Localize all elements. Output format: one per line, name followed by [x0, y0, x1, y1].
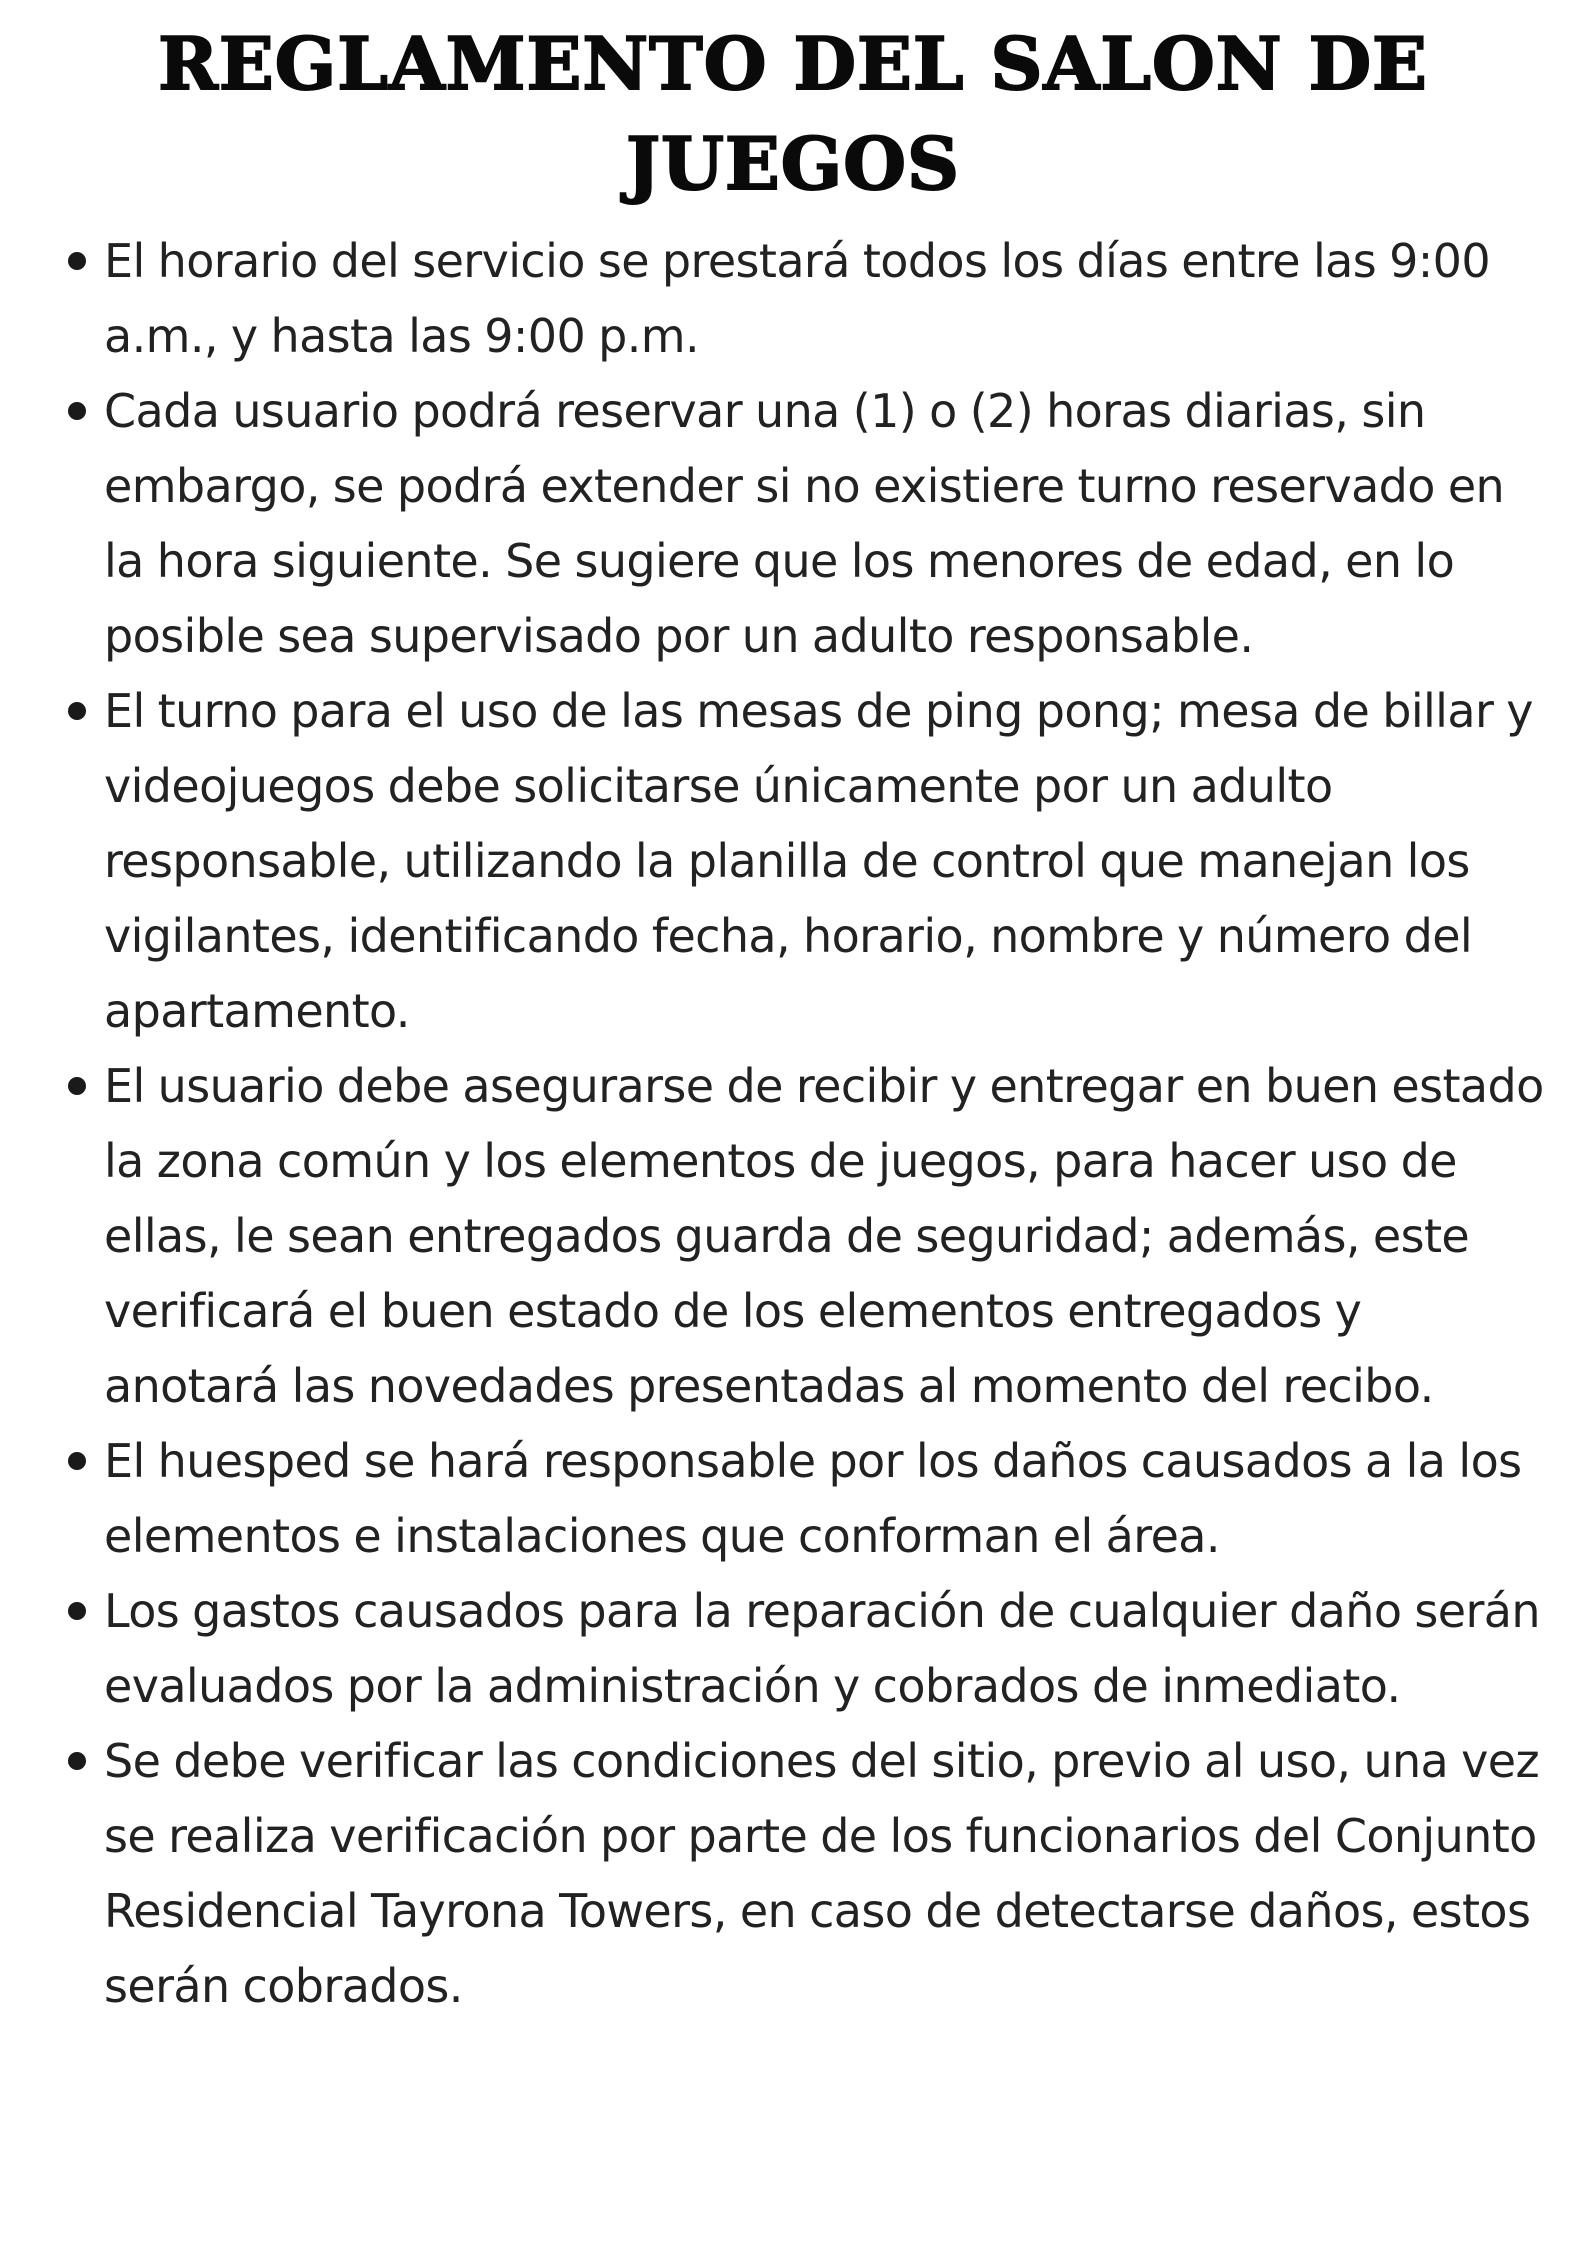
- rule-item: [30, 374, 1556, 674]
- rule-text: El turno para el uso de las mesas de ping pong; mesa de billar y videojuegos debe solicitarse únicamente por un adulto responsable, utilizando la planilla de control que manejan los vigilantes, identificando fecha, horario, nombre y número del apartamento.: [104, 684, 1533, 1038]
- rule-item: [30, 1424, 1556, 1574]
- rule-item: [30, 1574, 1556, 1724]
- document-title: REGLAMENTO DEL SALON DE JUEGOS: [158, 21, 1428, 206]
- rule-text: Cada usuario podrá reservar una (1) o (2) horas diarias, sin embargo, se podrá extender si no existiere turno reservado en la hora siguiente. Se sugiere que los menores de edad, en lo posible sea supervisado por un adulto responsable.: [104, 384, 1505, 663]
- rule-text: El horario del servicio se prestará todos los días entre las 9:00 a.m., y hasta las 9:00 p.m.: [104, 234, 1490, 363]
- bullet-icon: [68, 702, 86, 720]
- rule-text: El huesped se hará responsable por los daños causados a la los elementos e instalaciones que conforman el área.: [104, 1434, 1522, 1563]
- rule-item: [30, 1724, 1556, 2024]
- bullet-icon: [68, 1452, 86, 1470]
- rule-text: El usuario debe asegurarse de recibir y entregar en buen estado la zona común y los elementos de juegos, para hacer uso de ellas, le sean entregados guarda de seguridad; además, este verificará el buen estado de los elementos entregados y anotará las novedades presentadas al momento del recibo.: [104, 1059, 1544, 1413]
- rule-text: Se debe verificar las condiciones del sitio, previo al uso, una vez se realiza verificación por parte de los funcionarios del Conjunto Residencial Tayrona Towers, en caso de detectarse daños, estos serán cobrados.: [104, 1734, 1540, 2013]
- bullet-icon: [68, 1752, 86, 1770]
- bullet-icon: [68, 402, 86, 420]
- rule-text: Los gastos causados para la reparación de cualquier daño serán evaluados por la administración y cobrados de inmediato.: [104, 1584, 1540, 1713]
- bullet-icon: [68, 1077, 86, 1095]
- rules-list: [30, 224, 1556, 2024]
- rule-item: [30, 674, 1556, 1049]
- bullet-icon: [68, 252, 86, 270]
- bullet-icon: [68, 1602, 86, 1620]
- rule-item: [30, 224, 1556, 374]
- rule-item: [30, 1049, 1556, 1424]
